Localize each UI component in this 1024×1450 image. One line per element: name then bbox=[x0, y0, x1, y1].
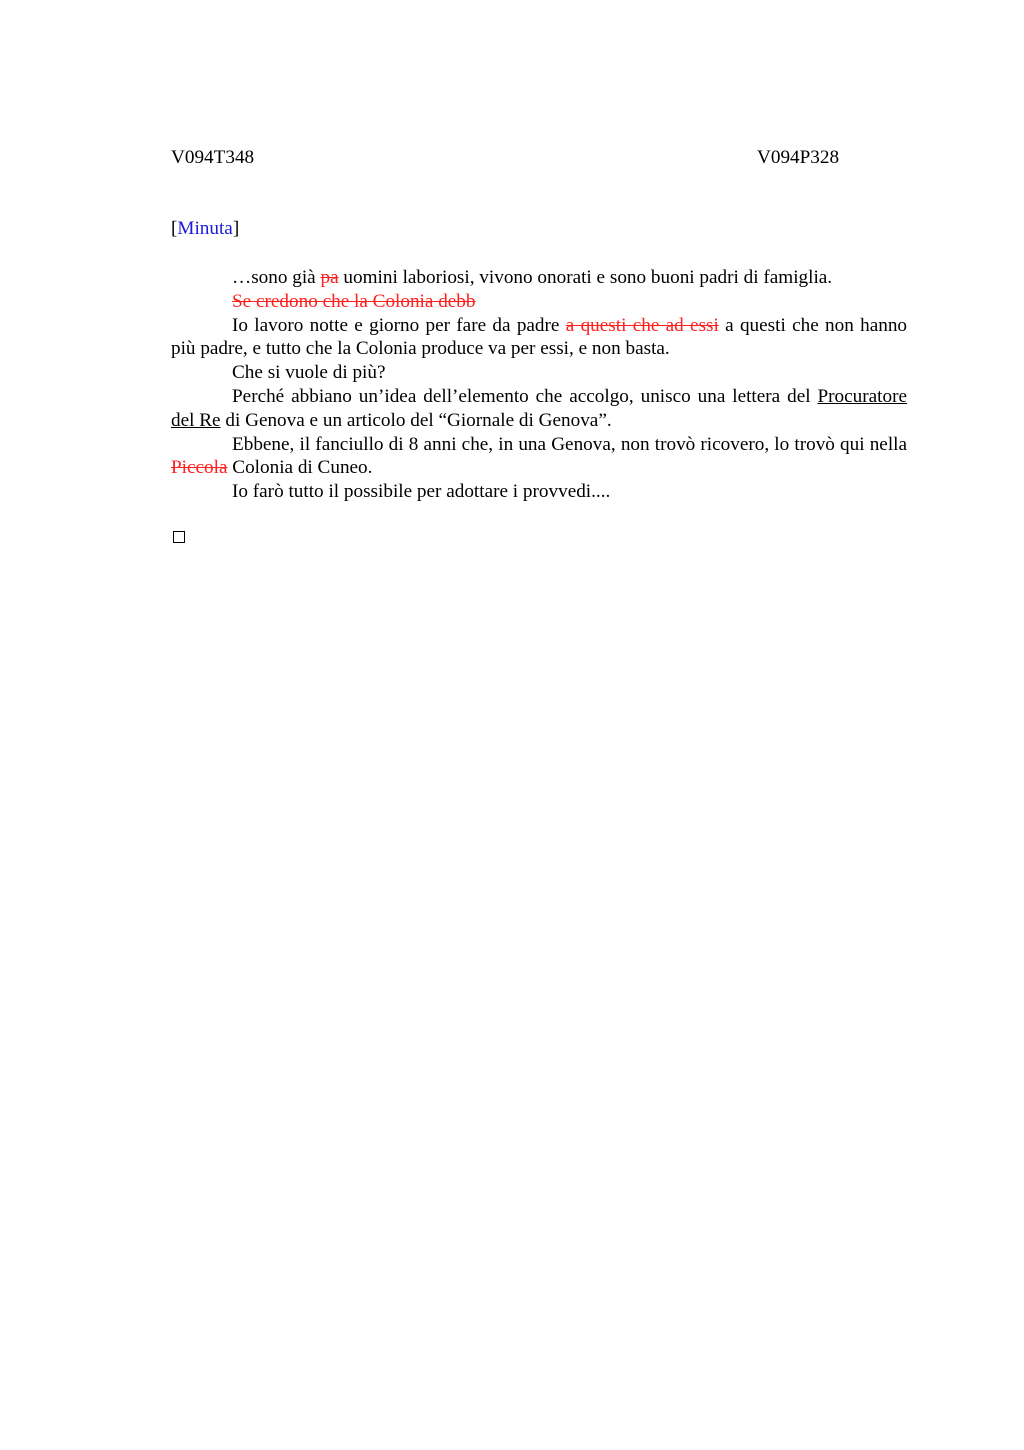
paragraph-text: a questi che non hanno più padre, e tutto che la Colonia produce va per essi, e non basta. bbox=[171, 314, 908, 360]
label-text: Minuta bbox=[177, 218, 233, 239]
underlined-text: Procuratore del Re bbox=[171, 385, 907, 431]
paragraph-7 bbox=[171, 480, 907, 504]
deleted-text: pa bbox=[320, 267, 339, 288]
paragraph-text: Che si vuole di più? bbox=[232, 362, 386, 384]
document-body bbox=[171, 266, 907, 504]
deleted-text: Se credono che la Colonia debb bbox=[232, 290, 476, 312]
document-code-left: V094T348 bbox=[171, 147, 255, 168]
paragraph-text: …sono già bbox=[232, 267, 321, 288]
paragraph-text: Io lavoro notte e giorno per fare da padre bbox=[232, 314, 566, 336]
label-open-bracket: [ bbox=[171, 218, 178, 239]
deleted-text: a questi che ad essi bbox=[565, 314, 719, 336]
paragraph-text: di Genova e un articolo del “Giornale di Genova”. bbox=[220, 409, 612, 431]
empty-square-icon bbox=[173, 531, 185, 543]
paragraph-4 bbox=[171, 361, 907, 385]
paragraph-2 bbox=[171, 290, 907, 314]
document-code-right: V094P328 bbox=[757, 147, 840, 168]
paragraph-text: Perché abbiano un’idea dell’elemento che accolgo, unisco una lettera del bbox=[232, 385, 818, 407]
paragraph-3 bbox=[171, 314, 907, 362]
paragraph-6 bbox=[171, 433, 907, 481]
paragraph-text: Colonia di Cuneo. bbox=[227, 457, 373, 479]
paragraph-5 bbox=[171, 385, 907, 433]
paragraph-text: Io farò tutto il possibile per adottare i provvedi.... bbox=[232, 481, 611, 503]
section-label bbox=[171, 218, 239, 240]
paragraph-text: Ebbene, il fanciullo di 8 anni che, in una Genova, non trovò ricovero, lo trovò qui nella bbox=[232, 433, 907, 455]
paragraph-text: uomini laboriosi, vivono onorati e sono buoni padri di famiglia. bbox=[338, 267, 833, 288]
paragraph-1 bbox=[171, 266, 907, 290]
label-close-bracket: ] bbox=[232, 218, 240, 239]
deleted-text: Piccola bbox=[171, 457, 228, 479]
